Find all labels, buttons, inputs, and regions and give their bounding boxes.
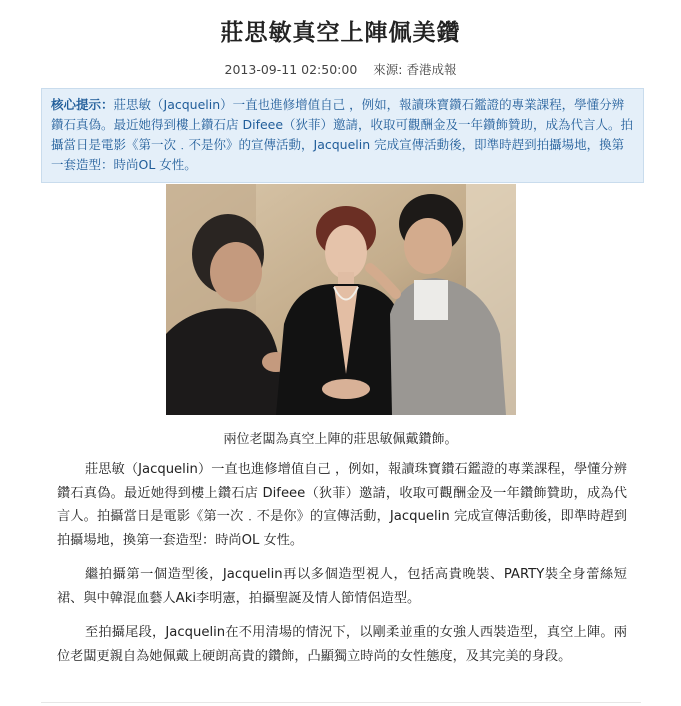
publish-datetime: 2013-09-11 02:50:00 bbox=[224, 62, 358, 77]
article-meta bbox=[0, 60, 681, 78]
summary-text: 莊思敏（Jacquelin）一直也進修增值自己 ，例如，報讀珠寶鑽石鑑證的專業課程，學懂分辨鑽石真偽。最近她得到樓上鑽石店 Difeee（狄菲）邀請，收取可觀酬金及一年鑽飾贊助，成為代言人。拍攝當日是電影《第一次﹒不是你》的宣傳活動，Jacquelin 完成宣傳活動後，即準時趕到拍攝場地，換第一套造型：時尚OL 女性。 bbox=[51, 97, 634, 172]
photo-caption: 兩位老闆為真空上陣的莊思敏佩戴鑽飾。 bbox=[223, 432, 458, 447]
summary-box bbox=[41, 88, 644, 183]
article-body bbox=[57, 458, 627, 679]
article-paragraph: 莊思敏（Jacquelin）一直也進修增值自己 ，例如，報讀珠寶鑽石鑑證的專業課程，學懂分辨鑽石真偽。最近她得到樓上鑽石店 Difeee（狄菲）邀請，收取可觀酬金及一年鑽飾贊助，成為代言人。拍攝當日是電影《第一次﹒不是你》的宣傳活動，Jacquelin 完成宣傳活動後，即準時趕到拍攝場地，換第一套造型：時尚OL 女性。 bbox=[57, 462, 627, 548]
article-title: 莊思敏真空上陣佩美鑽 bbox=[220, 20, 461, 46]
photo-illustration bbox=[166, 184, 516, 415]
summary-label: 核心提示： bbox=[51, 97, 114, 112]
article-paragraph: 至拍攝尾段，Jacquelin在不用清場的情況下，以剛柔並重的女強人西裝造型，真空上陣。兩位老闆更親自為她佩戴上硬朗高貴的鑽飾，凸顯獨立時尚的女性態度，及其完美的身段。 bbox=[57, 625, 627, 664]
article-source: 來源: 香港成報 bbox=[373, 62, 457, 77]
article-photo bbox=[166, 184, 516, 415]
article-paragraph: 繼拍攝第一個造型後，Jacquelin再以多個造型視人，包括高貴晚裝、PARTY裝全身蕾絲短裙、與中韓混血藝人Aki李明憲，拍攝聖誕及情人節情侶造型。 bbox=[57, 567, 627, 606]
bottom-divider bbox=[41, 702, 641, 703]
